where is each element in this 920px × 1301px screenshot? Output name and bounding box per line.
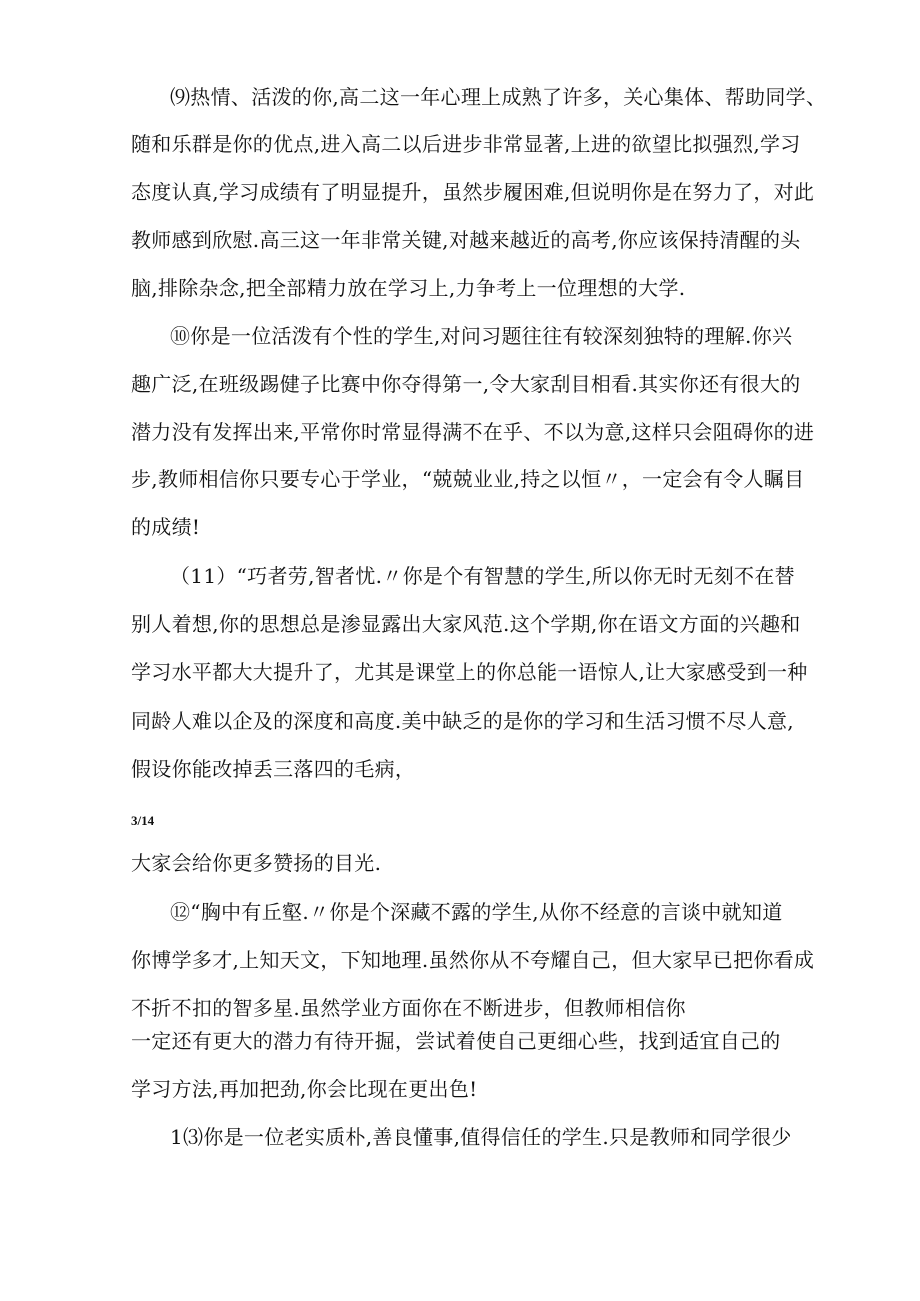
- text-line: 不折不扣的智多星.虽然学业方面你在不断进步，但教师相信你: [131, 996, 686, 1020]
- text-line: 潜力没有发挥出来,平常你时常显得满不在乎、不以为意,这样只会阻碍你的进: [131, 420, 815, 444]
- text-line: 假设你能改掉丢三落四的毛病，: [131, 757, 416, 781]
- text-line: 态度认真,学习成绩有了明显提升，虽然步履困难,但说明你是在努力了，对此: [131, 180, 815, 204]
- text-line: 步,教师相信你只要专心于学业，“兢兢业业,持之以恒〃，一定会有令人瞩目: [131, 467, 805, 491]
- text-line: 你博学多才,上知天文，下知地理.虽然你从不夸耀自己，但大家早已把你看成: [131, 948, 815, 972]
- text-line: 学习方法,再加把劲,你会比现在更出色!: [131, 1077, 478, 1101]
- text-line: ⑫“胸中有丘壑.〃你是个深藏不露的学生,从你不经意的言谈中就知道: [170, 900, 783, 924]
- text-line: 别人着想,你的思想总是渗显露出大家风范.这个学期,你在语文方面的兴趣和: [131, 612, 801, 636]
- text-line: 随和乐群是你的优点,进入高二以后进步非常显著,上进的欲望比拟强烈,学习: [131, 132, 801, 156]
- page-number: 3/14: [131, 813, 155, 828]
- text-line: （11）“巧者劳,智者忧.〃你是个有智慧的学生,所以你无时无刻不在替: [170, 564, 795, 588]
- text-line: 趣广泛,在班级踢健子比赛中你夺得第一,令大家刮目相看.其实你还有很大的: [131, 372, 801, 396]
- text-line: 教师感到欣慰.高三这一年非常关键,对越来越近的高考,你应该保持清醒的头: [131, 228, 801, 252]
- text-line: 大家会给你更多赞扬的目光.: [131, 851, 382, 875]
- text-line: ⑩你是一位活泼有个性的学生,对问习题往往有较深刻独特的理解.你兴: [170, 324, 793, 348]
- text-line: 学习水平都大大提升了，尤其是课堂上的你总能一语惊人,让大家感受到一种: [131, 660, 808, 684]
- text-line: ⑼热情、活泼的你,高二这一年心理上成熟了许多，关心集体、帮助同学、: [170, 85, 827, 109]
- text-line: 的成绩!: [131, 515, 201, 539]
- text-line: 脑,排除杂念,把全部精力放在学习上,力争考上一位理想的大学.: [131, 276, 686, 300]
- text-line: 1⑶你是一位老实质朴,善良懂事,值得信任的学生.只是教师和同学很少: [170, 1125, 792, 1149]
- text-line: 一定还有更大的潜力有待开掘，尝试着使自己更细心些，找到适宜自己的: [131, 1029, 781, 1053]
- text-line: 同龄人难以企及的深度和高度.美中缺乏的是你的学习和生活习惯不尽人意,: [131, 709, 794, 733]
